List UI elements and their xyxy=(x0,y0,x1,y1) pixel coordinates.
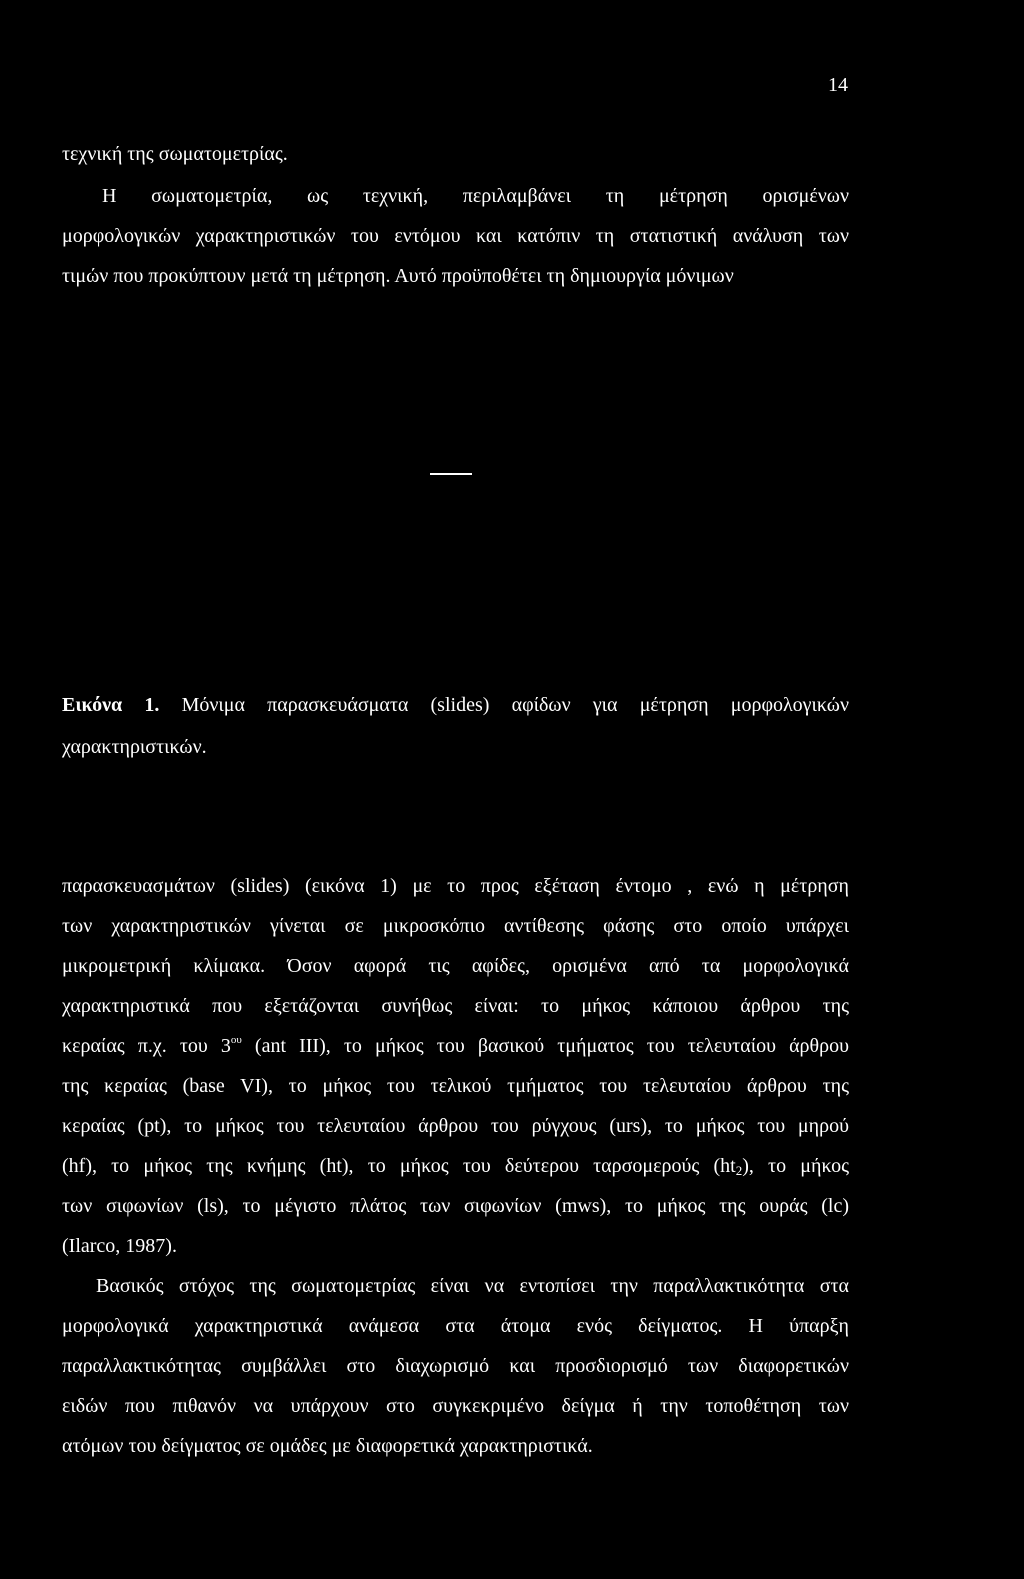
antenna-text-a: κεραίας π.χ. του 3 xyxy=(62,1035,231,1057)
intro-line-1: τεχνική της σωματομετρίας. xyxy=(62,143,288,165)
tarsus-subscript: 2 xyxy=(735,1163,743,1178)
body-line-6: της κεραίας (base VI), το μήκος του τελικού τμήματος του τελευταίου άρθρου της xyxy=(62,1075,849,1097)
tarsus-text-a: (hf), το μήκος της κνήμης (ht), το μήκος του δεύτερου ταρσομερούς (ht xyxy=(62,1155,736,1177)
intro-line-4: τιμών που προκύπτουν μετά τη μέτρηση. Αυτό προϋποθέτει τη δημιουργία μόνιμων xyxy=(62,265,734,287)
antenna-text-b: (ant III), το μήκος του βασικού τμήματος του τελευταίου άρθρου xyxy=(241,1035,849,1057)
figure-caption xyxy=(62,691,849,719)
figure-caption-text: Μόνιμα παρασκευάσματα (slides) αφίδων για μέτρηση μορφολογικών xyxy=(181,694,850,716)
final-line-3: παραλλακτικότητας συμβάλλει στο διαχωρισμό και προσδιορισμό των διαφορετικών xyxy=(62,1355,849,1377)
body-line-7: κεραίας (pt), το μήκος του τελευταίου άρθρου του ρύγχους (urs), το μήκος του μηρού xyxy=(62,1115,849,1137)
tarsus-text-b: ), το μήκος xyxy=(742,1155,850,1177)
figure-image xyxy=(430,473,472,475)
body-line-5 xyxy=(62,1032,849,1060)
intro-line-2: Η σωματομετρία, ως τεχνική, περιλαμβάνει τη μέτρηση ορισμένων xyxy=(102,185,849,207)
figure-caption-line-2: χαρακτηριστικών. xyxy=(62,736,207,758)
citation-line: (Ilarco, 1987). xyxy=(62,1235,177,1257)
body-line-9: των σιφωνίων (ls), το μέγιστο πλάτος των σιφωνίων (mws), το μήκος της ουράς (lc) xyxy=(62,1195,849,1217)
final-line-5: ατόμων του δείγματος σε ομάδες με διαφορετικά χαρακτηριστικά. xyxy=(62,1435,593,1457)
body-line-1: παρασκευασμάτων (slides) (εικόνα 1) με το προς εξέταση έντομο , ενώ η μέτρηση xyxy=(62,875,849,897)
final-line-4: ειδών που πιθανόν να υπάρχουν στο συγκεκριμένο δείγμα ή την τοποθέτηση των xyxy=(62,1395,849,1417)
page-number: 14 xyxy=(828,74,848,96)
ordinal-superscript: ου xyxy=(230,1034,242,1046)
final-line-1: Βασικός στόχος της σωματομετρίας είναι να εντοπίσει την παραλλακτικότητα στα xyxy=(96,1275,849,1297)
figure-label: Εικόνα 1. xyxy=(62,694,160,716)
body-line-8 xyxy=(62,1152,849,1180)
body-line-3: μικρομετρική κλίμακα. Όσον αφορά τις αφίδες, ορισμένα από τα μορφολογικά xyxy=(62,955,849,977)
body-line-2: των χαρακτηριστικών γίνεται σε μικροσκόπιο αντίθεσης φάσης στο οποίο υπάρχει xyxy=(62,915,849,937)
intro-line-3: μορφολογικών χαρακτηριστικών του εντόμου και κατόπιν τη στατιστική ανάλυση των xyxy=(62,225,849,247)
final-line-2: μορφολογικά χαρακτηριστικά ανάμεσα στα άτομα ενός δείγματος. Η ύπαρξη xyxy=(62,1315,849,1337)
body-line-4: χαρακτηριστικά που εξετάζονται συνήθως είναι: το μήκος κάποιου άρθρου της xyxy=(62,995,849,1017)
